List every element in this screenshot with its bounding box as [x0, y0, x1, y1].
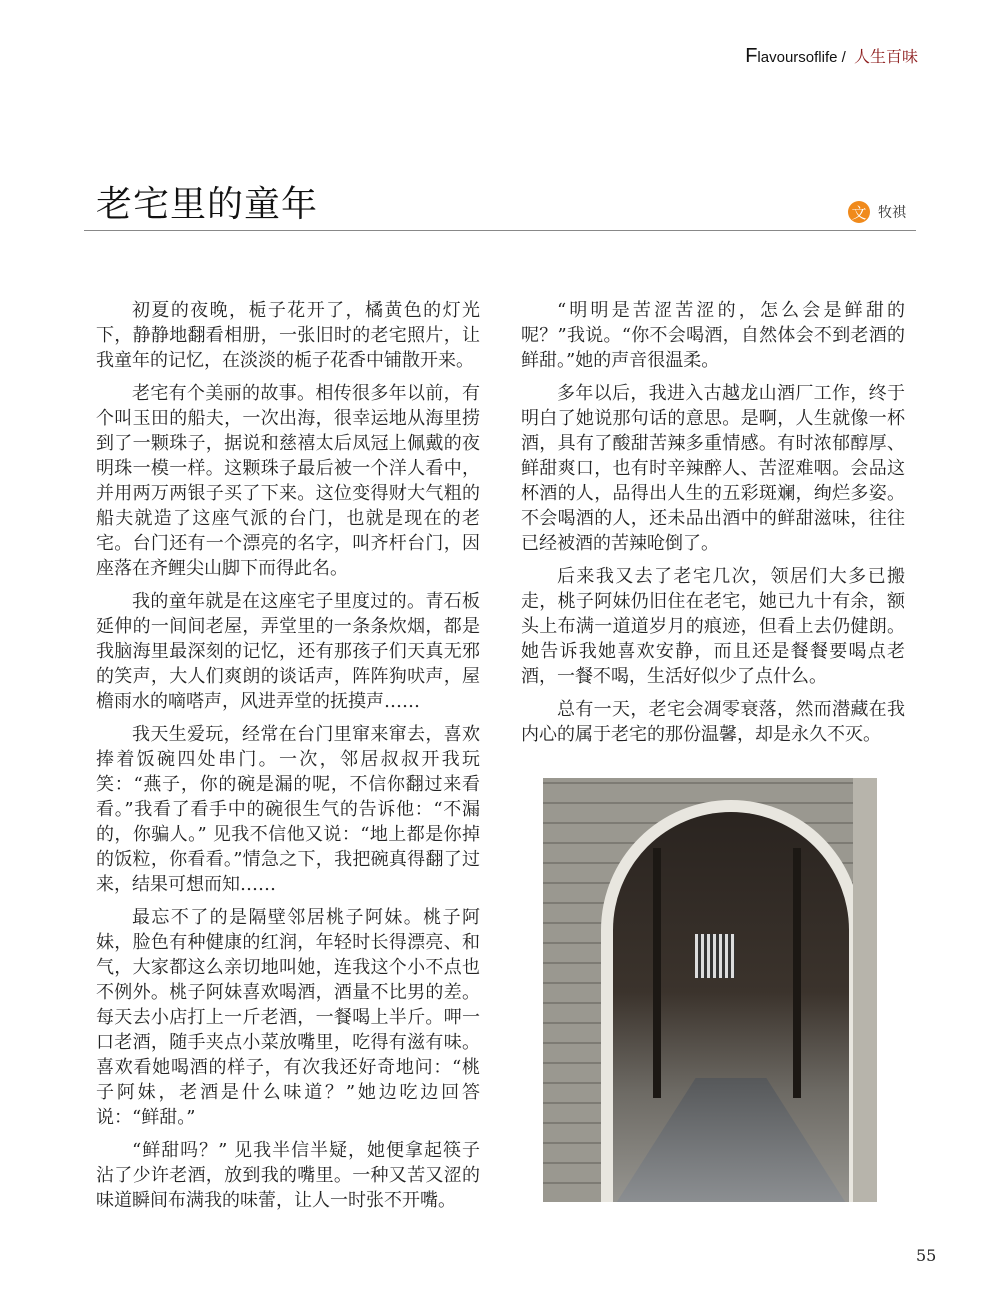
paragraph: 我的童年就是在这座宅子里度过的。青石板延伸的一间间老屋，弄堂里的一条条炊烟，都是我脑海里最深刻的记忆，还有那孩子们天真无邪的笑声，大人们爽朗的谈话声，阵阵狗吠声，屋檐雨水的嘀嗒声，风进弄堂的抚摸声…… — [96, 591, 480, 712]
author-name: 牧祺 — [878, 205, 906, 221]
side-wall — [853, 778, 877, 1202]
paragraph: 总有一天，老宅会凋零衰落，然而潜藏在我内心的属于老宅的那份温馨，却是永久不灭。 — [521, 699, 905, 745]
paragraph: 后来我又去了老宅几次，领居们大多已搬走，桃子阿妹仍旧住在老宅，她已九十有余，额头上布满一道道岁月的痕迹，但看上去仍健朗。她告诉我她喜欢安静，而且还是餐餐要喝点老酒，一餐不喝，生活好似少了点什么。 — [521, 566, 905, 687]
paragraph: 最忘不了的是隔壁邻居桃子阿妹。桃子阿妹，脸色有种健康的红润，年轻时长得漂亮、和气，大家都这么亲切地叫她，连我这个小不点也不例外。桃子阿妹喜欢喝酒，酒量不比男的差。每天去小店打上一斤老酒，一餐喝上半斤。呷一口老酒，随手夹点小菜放嘴里，吃得有滋有味。喜欢看她喝酒的样子，有次我还好奇地问：“桃子阿妹，老酒是什么味道？”她边吃边回答说：“鲜甜。” — [96, 907, 480, 1128]
article-title: 老宅里的童年 — [96, 184, 319, 225]
left-column — [96, 298, 480, 1221]
right-column — [521, 298, 905, 755]
old-house-archway-photo — [543, 778, 877, 1202]
section-separator: / — [841, 49, 846, 66]
lattice-window — [695, 934, 735, 978]
wooden-pillar — [653, 848, 661, 1098]
paragraph: 老宅有个美丽的故事。相传很多年以前，有个叫玉田的船夫，一次出海，很幸运地从海里捞到了一颗珠子，据说和慈禧太后凤冠上佩戴的夜明珠一模一样。这颗珠子最后被一个洋人看中，并用两万两银子买了下来。这位变得财大气粗的船夫就造了这座气派的台门，也就是现在的老宅。台门还有一个漂亮的名字，叫齐杆台门，因座落在齐鲤尖山脚下而得此名。 — [96, 383, 480, 579]
title-divider — [84, 230, 916, 231]
wooden-pillar — [793, 848, 801, 1098]
section-en-name: lavoursoflife — [757, 49, 838, 66]
paragraph: 多年以后，我进入古越龙山酒厂工作，终于明白了她说那句话的意思。是啊，人生就像一杯酒，具有了酸甜苦辣多重情感。有时浓郁醇厚、鲜甜爽口，也有时辛辣醉人、苦涩难咽。会品这杯酒的人，品得出人生的五彩斑斓，绚烂多姿。不会喝酒的人，还未品出酒中的鲜甜滋味，往往已经被酒的苦辣呛倒了。 — [521, 383, 905, 554]
paragraph: 我天生爱玩，经常在台门里窜来窜去，喜欢捧着饭碗四处串门。一次，邻居叔叔开我玩笑：“燕子，你的碗是漏的呢，不信你翻过来看看。”我看了看手中的碗很生气的告诉他：“不漏的，你骗人。” 见我不信他又说：“地上都是你掉的饭粒，你看看。”情急之下，我把碗真得翻了过来，结果可想而知…… — [96, 724, 480, 895]
author-byline — [848, 201, 906, 223]
section-cn-name: 人生百味 — [853, 49, 918, 66]
paragraph: 初夏的夜晚，栀子花开了，橘黄色的灯光下，静静地翻看相册，一张旧时的老宅照片，让我童年的记忆，在淡淡的栀子花香中铺散开来。 — [96, 300, 480, 371]
paragraph: “明明是苦涩苦涩的，怎么会是鲜甜的呢？”我说。“你不会喝酒，自然体会不到老酒的鲜甜。”她的声音很温柔。 — [521, 300, 905, 371]
section-header — [745, 44, 918, 68]
page-number: 55 — [916, 1246, 937, 1265]
author-badge-icon: 文 — [848, 201, 870, 223]
section-en-initial: F — [745, 45, 758, 67]
paragraph: “鲜甜吗？” 见我半信半疑，她便拿起筷子沾了少许老酒，放到我的嘴里。一种又苦又涩的味道瞬间布满我的味蕾，让人一时张不开嘴。 — [96, 1140, 480, 1211]
